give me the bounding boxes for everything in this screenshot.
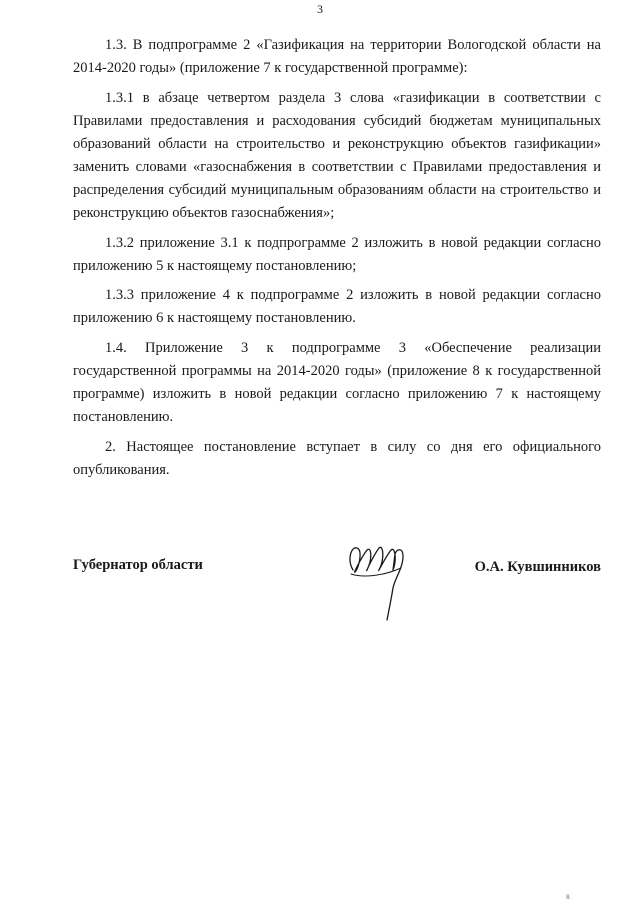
page-number: 3 (317, 2, 323, 16)
handwritten-signature (343, 538, 413, 628)
signature-block (73, 548, 601, 628)
paragraph-1-3-2: 1.3.2 приложение 3.1 к подпрограмме 2 изложить в новой редакции согласно приложению 5 к настоящему постановлению; (73, 235, 601, 274)
paragraph-1-3-3: 1.3.3 приложение 4 к подпрограмме 2 изложить в новой редакции согласно приложению 6 к настоящему постановлению. (73, 287, 601, 326)
paragraph-1-3: 1.3. В подпрограмме 2 «Газификация на территории Вологодской области на 2014-2020 годы» (приложение 7 к государственной программе): (73, 37, 601, 76)
scan-mark: 8 (566, 894, 570, 901)
document-body (73, 34, 601, 482)
paragraph-1-3-1: 1.3.1 в абзаце четвертом раздела 3 слова «газификации в соответствии с Правилами предоставления и расходования субсидий бюджетам муниципальных образований области на строительство и реконструкцию объектов газификации» заменить словами «газоснабжения в соответствии с Правилами предоставления и распределения субсидий муниципальным образованиям области на строительство и реконструкцию объектов газоснабжения»; (73, 90, 601, 221)
paragraph-1-4: 1.4. Приложение 3 к подпрограмме 3 «Обеспечение реализации государственной программы на 2014-2020 годы» (приложение 8 к государственной программе) изложить в новой редакции согласно приложению 7 к настоящему постановлению. (73, 340, 601, 425)
signatory-name: О.А. Кувшинников (474, 559, 601, 575)
paragraph-2: 2. Настоящее постановление вступает в силу со дня его официального опубликования. (73, 439, 601, 478)
signatory-title: Губернатор области (73, 557, 203, 573)
